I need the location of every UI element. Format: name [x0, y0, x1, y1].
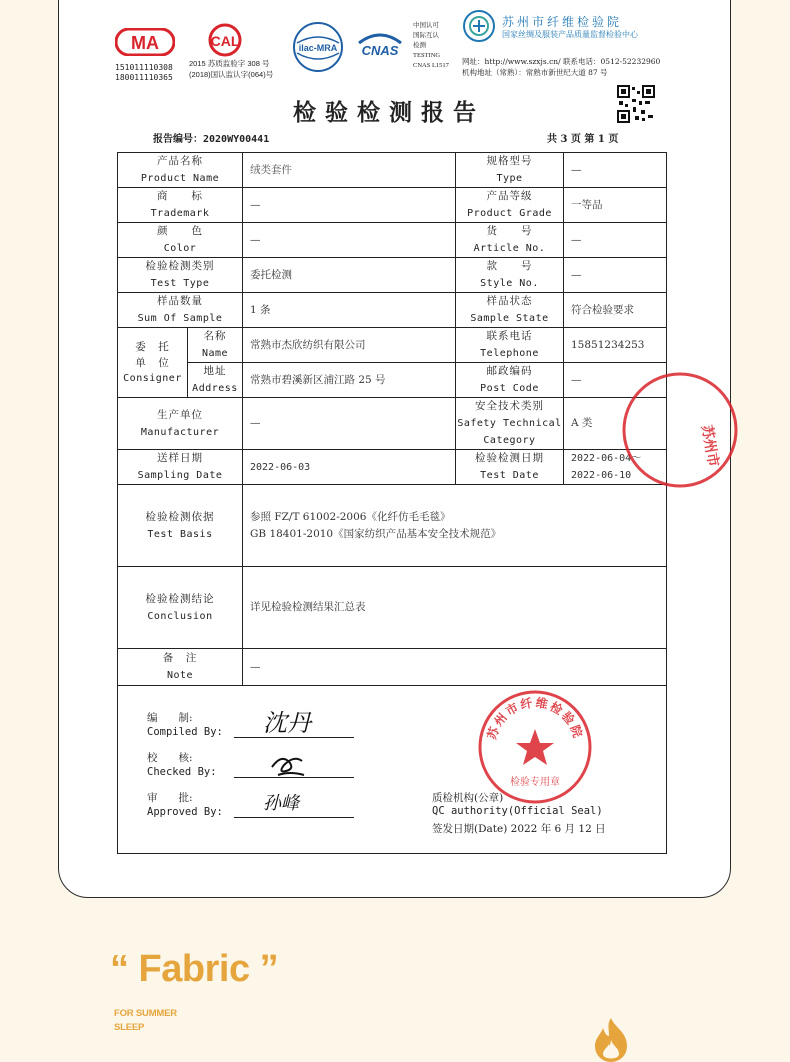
label-cn: 颜 色 [157, 225, 203, 237]
label-color [118, 223, 242, 257]
checked-en: Checked By: [147, 766, 217, 778]
edge-seal-text: 苏州市 [698, 423, 722, 469]
label-en: Category [483, 435, 536, 446]
label-note [118, 649, 242, 685]
label-en: Product Name [140, 173, 220, 184]
value-consigner-name: 常熟市杰欣纺织有限公司 [250, 338, 366, 351]
label-test-basis [118, 485, 242, 566]
checked-signature-icon [264, 745, 314, 779]
label-cn: 联系电话 [486, 330, 533, 342]
label-en: Safety Technical [457, 418, 562, 429]
seal-bottom-text: 检验专用章 [510, 777, 560, 788]
test-basis-line-1: 参照 FZ/T 61002-2006《化纤仿毛毛毯》 [250, 510, 451, 523]
cnas-line-2: 国际互认 [413, 32, 439, 39]
test-date-end: 2022-06-10 [571, 470, 632, 481]
label-cn: 委 托 [135, 340, 170, 353]
checked-cn: 校 核: [147, 752, 193, 764]
compiled-cn: 编 制: [147, 712, 193, 724]
label-en: Sampling Date [137, 470, 223, 481]
label-consigner [118, 328, 187, 397]
label-article [456, 223, 563, 257]
value-note: — [250, 660, 261, 673]
value-manufacturer: — [250, 417, 261, 429]
value-conclusion: 详见检验检测结果汇总表 [250, 601, 366, 613]
qr-code-icon [617, 85, 655, 123]
value-trademark: — [250, 198, 261, 211]
edge-seal-icon [620, 370, 740, 490]
value-article: — [571, 233, 582, 246]
cnas-line-5: CNAS L1517 [413, 62, 449, 69]
label-en: Test Basis [147, 528, 213, 540]
label-product-name [118, 153, 242, 187]
label-cn: 检验检测类别 [145, 260, 215, 272]
value-test-basis [243, 485, 666, 566]
label-cn: 检验检测依据 [145, 510, 215, 523]
cma-numbers [115, 63, 173, 83]
label-en: Color [163, 243, 197, 254]
value-post-code: — [571, 373, 582, 386]
label-en: Address [192, 383, 238, 394]
label-cn: 货 号 [486, 225, 533, 237]
value-grade: 一等品 [571, 198, 603, 211]
page-info: 共 3 页 第 1 页 [547, 134, 619, 145]
institute-subtitle: 国家丝绸及服装产品质量监督检验中心 [502, 30, 638, 39]
institute-address: 机构地址（常熟）：常熟市新世纪大道 87 号 [462, 68, 608, 77]
label-en: Sum Of Sample [137, 313, 223, 324]
checked-by-label [147, 751, 217, 779]
qc-authority-en: QC authority(Official Seal) [432, 805, 603, 817]
label-cn: 款 号 [486, 260, 533, 272]
seal-text: 苏州市纤维检验院 [484, 695, 586, 742]
approved-by-label [147, 791, 223, 819]
label-manufacturer [118, 398, 242, 449]
label-en: Test Type [150, 278, 210, 289]
label-trademark [118, 188, 242, 222]
institute-web: 网址：http://www.szxjs.cn/ 联系电话：0512-52232960 [462, 57, 661, 66]
label-conclusion [118, 567, 242, 648]
label-cn: 样品数量 [157, 295, 203, 307]
official-seal-icon [477, 689, 593, 805]
label-en: Style No. [480, 278, 539, 289]
label-en: Consigner [123, 372, 182, 384]
subtitle-line-2: SLEEP [114, 1022, 145, 1033]
label-en: Product Grade [467, 208, 552, 219]
subtitle-line-1: FOR SUMMER [114, 1008, 177, 1019]
label-sample-state [456, 293, 563, 327]
cnas-logo-text: CNAS [361, 43, 399, 58]
value-sampling-date: 2022-06-03 [250, 461, 311, 473]
cnas-logo-icon [355, 29, 405, 65]
ilac-mra-logo-icon [291, 21, 345, 73]
label-en: Trademark [150, 208, 210, 219]
cal-logo-icon [202, 23, 248, 57]
fabric-headline: “ Fabric ” [110, 948, 279, 990]
compiled-signature-icon [259, 703, 329, 739]
flame-icon [587, 1016, 635, 1062]
compiled-by-label [147, 711, 223, 739]
approved-cn: 审 批: [147, 792, 193, 804]
value-sample-count: 1 条 [250, 303, 271, 316]
value-type: — [571, 163, 582, 176]
value-consigner-address: 常熟市碧溪新区浦江路 25 号 [250, 373, 386, 386]
label-sampling-date [118, 450, 242, 484]
label-en: Conclusion [147, 610, 213, 622]
institute-name: 苏州市纤维检验院 [502, 15, 623, 29]
label-cn: 产品名称 [157, 155, 203, 167]
value-sample-state: 符合检验要求 [571, 303, 634, 316]
label-en: Name [201, 348, 229, 359]
label-cn: 检验检测结论 [145, 592, 215, 605]
label-cn: 安全技术类别 [475, 400, 544, 412]
label-consigner-name [188, 328, 242, 362]
cnas-line-1: 中国认可 [413, 22, 439, 29]
label-test-type [118, 258, 242, 292]
label-cn: 样品状态 [486, 295, 533, 307]
compiled-en: Compiled By: [147, 726, 223, 738]
cma-logo-icon [115, 28, 175, 56]
cma-number-2: 180011110365 [115, 73, 173, 82]
label-en: Article No. [473, 243, 546, 254]
label-sample-count [118, 293, 242, 327]
label-safety-category [456, 398, 563, 449]
value-telephone: 15851234253 [571, 338, 645, 351]
cnas-line-3: 检测 [413, 42, 426, 49]
label-test-date [456, 450, 563, 484]
value-color: — [250, 233, 261, 246]
label-cn: 名称 [203, 330, 227, 342]
label-cn: 生产单位 [157, 408, 203, 421]
report-title: 检验检测报告 [293, 99, 485, 126]
approved-line [234, 817, 354, 818]
cnas-text [413, 21, 453, 71]
label-grade [456, 188, 563, 222]
cal-line-1: 2015 苏质监验字 308 号 [189, 59, 270, 68]
test-date-start: 2022-06-04～ [571, 453, 642, 464]
ilac-logo-text: ilac-MRA [298, 43, 338, 53]
cnas-line-4: TESTING [413, 52, 441, 59]
label-consigner-address [188, 363, 242, 397]
label-en: Manufacturer [140, 426, 220, 438]
label-cn: 检验检测日期 [475, 452, 544, 464]
cal-logo-text: CAL [210, 33, 240, 49]
row-divider [118, 685, 666, 686]
value-product-name: 绒类套件 [250, 163, 292, 176]
label-cn: 邮政编码 [486, 365, 533, 377]
label-en: Post Code [480, 383, 539, 394]
value-safety-category: A 类 [571, 417, 593, 429]
label-en: Type [496, 173, 523, 184]
test-basis-line-2: GB 18401-2010《国家纺织产品基本安全技术规范》 [250, 527, 502, 540]
label-cn: 备 注 [162, 652, 198, 664]
label-cn: 送样日期 [157, 452, 203, 464]
cma-logo-text: MA [131, 33, 159, 53]
report-number: 报告编号：2020WY00441 [153, 134, 270, 145]
approved-en: Approved By: [147, 806, 223, 818]
sign-date: 签发日期(Date) 2022 年 6 月 12 日 [432, 823, 606, 835]
label-post-code [456, 363, 563, 397]
label-en: Test Date [480, 470, 539, 481]
label-cn: 规格型号 [486, 155, 533, 167]
cal-text [189, 58, 273, 80]
label-en: Sample State [470, 313, 549, 324]
label-cn: 地址 [203, 365, 227, 377]
label-cn: 产品等级 [486, 190, 533, 202]
qc-authority-cn: 质检机构(公章) [432, 792, 504, 804]
cma-number-1: 151011110308 [115, 63, 173, 72]
label-type [456, 153, 563, 187]
approved-signature-icon [259, 785, 319, 817]
cal-line-2: (2018)国认监认字(064)号 [189, 70, 274, 79]
label-telephone [456, 328, 563, 362]
value-test-type: 委托检测 [250, 268, 292, 281]
label-cn: 单 位 [135, 356, 170, 369]
label-en: Note [166, 670, 194, 681]
label-en: Telephone [480, 348, 539, 359]
institute-logo-icon [462, 9, 496, 43]
label-cn: 商 标 [157, 190, 203, 202]
label-style [456, 258, 563, 292]
value-style: — [571, 268, 582, 281]
approved-signature: 孙峰 [263, 793, 299, 814]
compiled-signature: 沈丹 [263, 709, 311, 737]
